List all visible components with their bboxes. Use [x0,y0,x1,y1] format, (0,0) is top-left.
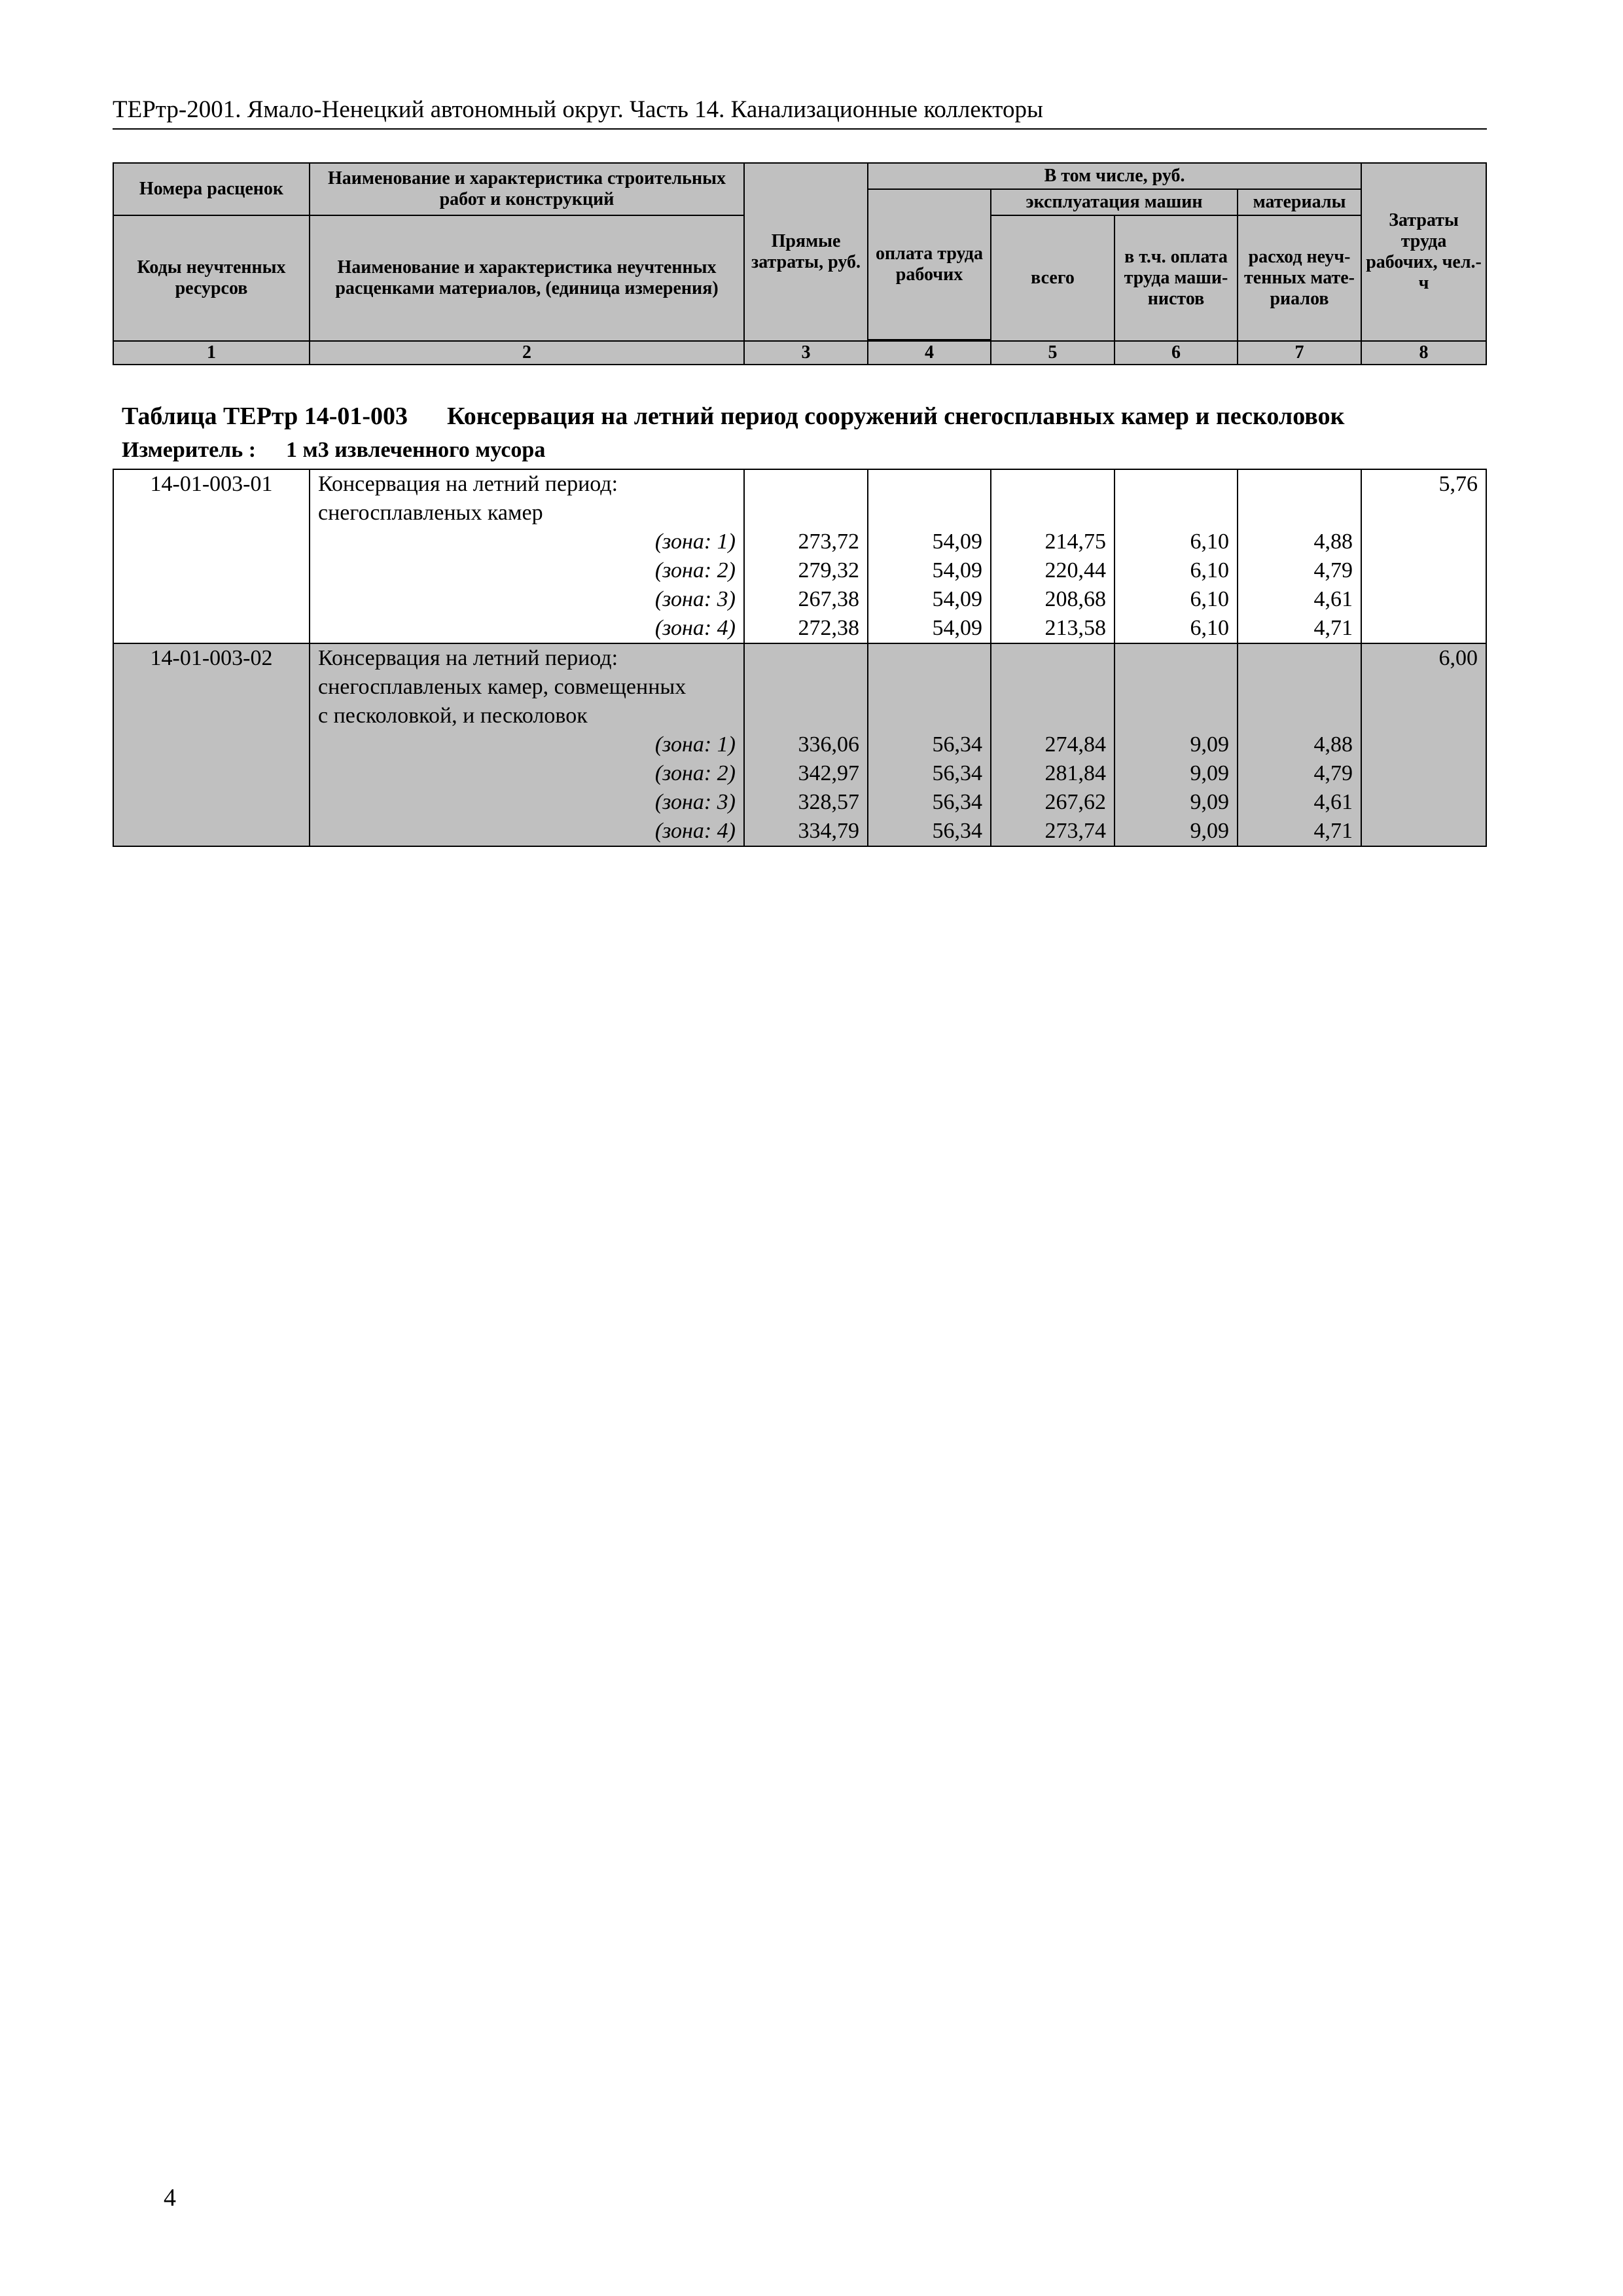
direct-cost: 336,06 [744,730,868,759]
col-rate-numbers-header: Номера расценок [113,163,310,215]
col-number: 6 [1115,341,1238,365]
unit-value: 1 м3 извлеченного мусора [286,438,546,462]
header-divider [113,128,1487,130]
col-direct-costs-header: Прямые затраты, руб. [744,163,868,341]
col-material-name-header: Наименование и характеристика неучтенных расценками материалов, (единица измерения) [310,215,744,341]
machines-total: 267,62 [991,788,1115,817]
table-row [113,469,1486,499]
zone-row [113,585,1486,614]
zone-row [113,528,1486,556]
direct-cost: 273,72 [744,528,868,556]
direct-cost: 279,32 [744,556,868,585]
rate-code: 14-01-003-01 [113,469,310,643]
col-including-header: В том числе, руб. [868,163,1361,189]
col-number: 2 [310,341,744,365]
wages: 54,09 [868,585,991,614]
wages: 56,34 [868,788,991,817]
unit-line [122,437,545,463]
machines-total: 274,84 [991,730,1115,759]
machines-total: 273,74 [991,817,1115,846]
materials-cost: 4,79 [1238,759,1361,788]
zone-label: (зона: 4) [310,614,744,643]
wages: 56,34 [868,817,991,846]
zone-row [113,788,1486,817]
machinists-wages: 6,10 [1115,528,1238,556]
unit-label: Измеритель : [122,438,257,462]
col-wages-header: оплата труда рабочих [868,189,991,340]
materials-cost: 4,88 [1238,730,1361,759]
direct-cost: 342,97 [744,759,868,788]
rates-table [113,469,1487,847]
materials-cost: 4,71 [1238,614,1361,643]
rate-labor-cost: 6,00 [1361,643,1486,846]
table-row [113,643,1486,673]
machinists-wages: 6,10 [1115,585,1238,614]
wages: 56,34 [868,730,991,759]
zone-label: (зона: 3) [310,585,744,614]
wages: 54,09 [868,614,991,643]
col-number: 3 [744,341,868,365]
rate-code: 14-01-003-02 [113,643,310,846]
col-number: 5 [991,341,1115,365]
rate-group-14-01-003-01 [113,469,1486,643]
zone-row [113,759,1486,788]
materials-cost: 4,61 [1238,585,1361,614]
col-labor-costs-header: Затраты труда рабочих, чел.-ч [1361,163,1486,341]
table-title [122,402,1489,431]
machines-total: 214,75 [991,528,1115,556]
zone-label: (зона: 2) [310,556,744,585]
wages: 54,09 [868,528,991,556]
col-number: 7 [1238,341,1361,365]
zone-row [113,556,1486,585]
machinists-wages: 9,09 [1115,730,1238,759]
machines-total: 220,44 [991,556,1115,585]
machinists-wages: 9,09 [1115,788,1238,817]
zone-label: (зона: 2) [310,759,744,788]
materials-cost: 4,88 [1238,528,1361,556]
machinists-wages: 6,10 [1115,614,1238,643]
machines-total: 208,68 [991,585,1115,614]
zone-label: (зона: 1) [310,528,744,556]
zone-row [113,817,1486,846]
wages: 56,34 [868,759,991,788]
col-number: 4 [868,341,991,365]
machinists-wages: 9,09 [1115,759,1238,788]
zone-label: (зона: 3) [310,788,744,817]
zone-row [113,614,1486,643]
col-machines-total-header: всего [991,215,1115,341]
table-name: Консервация на летний период сооружений снегосплавных камер и песколовок [447,403,1345,430]
direct-cost: 267,38 [744,585,868,614]
col-resource-codes-header: Коды неучтенных ресурсов [113,215,310,341]
column-header-table [113,162,1487,365]
page-header: ТЕРтр-2001. Ямало-Ненецкий автономный округ. Часть 14. Канализационные коллекторы [113,96,1043,123]
rate-description-line: снегосплавленых камер, совмещенных [310,673,744,702]
col-work-name-header: Наименование и характеристика строительных работ и конструкций [310,163,744,215]
direct-cost: 328,57 [744,788,868,817]
zone-label: (зона: 1) [310,730,744,759]
rate-description-line: Консервация на летний период: [310,469,744,499]
rate-group-14-01-003-02 [113,643,1486,846]
col-number: 1 [113,341,310,365]
rate-description-line: с песколовкой, и песколовок [310,702,744,730]
materials-cost: 4,71 [1238,817,1361,846]
rate-labor-cost: 5,76 [1361,469,1486,643]
col-machines-header: эксплуатация машин [991,189,1238,215]
rate-description-line: Консервация на летний период: [310,643,744,673]
machinists-wages: 9,09 [1115,817,1238,846]
zone-label: (зона: 4) [310,817,744,846]
materials-cost: 4,79 [1238,556,1361,585]
col-materials-consumption-header: расход неуч-тенных мате-риалов [1238,215,1361,341]
col-materials-header: материалы [1238,189,1361,215]
direct-cost: 334,79 [744,817,868,846]
rate-description-line: снегосплавленых камер [310,499,744,528]
col-machinists-wages-header: в т.ч. оплата труда маши-нистов [1115,215,1238,341]
table-code: Таблица ТЕРтр 14-01-003 [122,403,408,430]
direct-cost: 272,38 [744,614,868,643]
machines-total: 281,84 [991,759,1115,788]
wages: 54,09 [868,556,991,585]
zone-row [113,730,1486,759]
machinists-wages: 6,10 [1115,556,1238,585]
col-number: 8 [1361,341,1486,365]
materials-cost: 4,61 [1238,788,1361,817]
machines-total: 213,58 [991,614,1115,643]
page-number: 4 [164,2184,176,2212]
